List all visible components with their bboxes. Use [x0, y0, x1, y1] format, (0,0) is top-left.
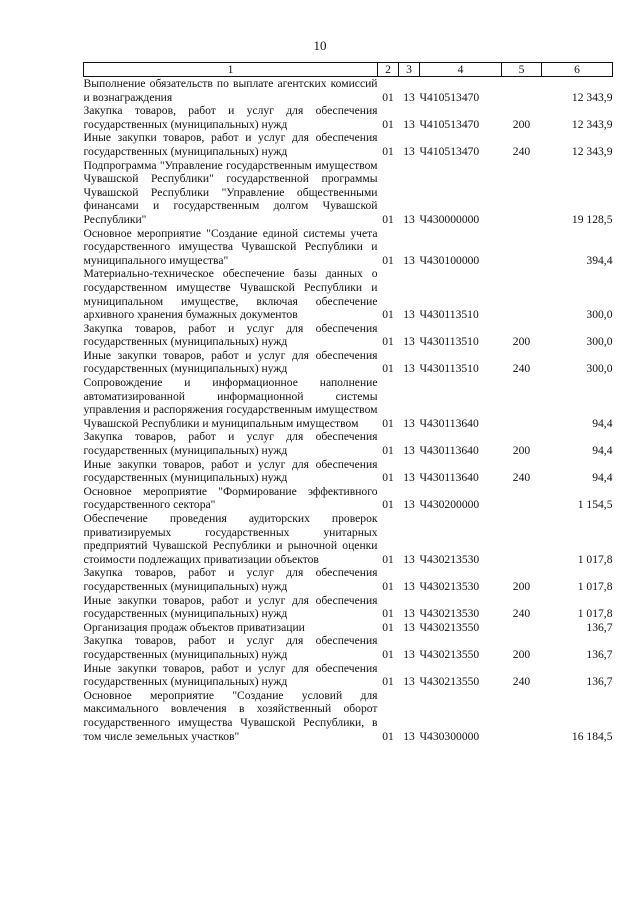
row-name: Закупка товаров, работ и услуг для обеспечения государственных (муниципальных) нужд: [83, 566, 378, 593]
row-expense-type: 240: [512, 144, 531, 158]
row-target-article: Ч430213550: [419, 620, 480, 634]
column-header-1: 1: [84, 63, 378, 77]
row-amount: 136,7: [586, 620, 613, 634]
row-target-article: Ч430213530: [419, 607, 480, 621]
row-name: Организация продаж объектов приватизации: [83, 620, 305, 634]
table-row: [84, 349, 613, 376]
row-expense-type: [502, 227, 542, 268]
table-row: [84, 159, 613, 227]
table-row: [84, 512, 613, 566]
row-section: 01: [382, 253, 394, 267]
row-expense-type: [502, 376, 542, 430]
row-amount: 300,0: [586, 308, 613, 322]
row-target-article: Ч410513470: [419, 144, 480, 158]
row-name: Закупка товаров, работ и услуг для обеспечения государственных (муниципальных) нужд: [83, 634, 378, 661]
row-target-article: Ч430100000: [419, 253, 480, 267]
row-section: 01: [382, 444, 394, 458]
row-amount: 136,7: [586, 675, 613, 689]
row-amount: 300,0: [586, 335, 613, 349]
row-section: 01: [382, 144, 394, 158]
row-target-article: Ч430200000: [419, 498, 480, 512]
row-expense-type: 240: [512, 675, 531, 689]
row-section: 01: [382, 212, 394, 226]
row-amount: 394,4: [586, 253, 613, 267]
row-section: 01: [382, 647, 394, 661]
row-subsection: 13: [403, 308, 415, 322]
table-row: [84, 227, 613, 268]
row-expense-type: 200: [512, 444, 531, 458]
row-name: Иные закупки товаров, работ и услуг для обеспечения государственных (муниципальных) нужд: [83, 593, 378, 621]
row-subsection: 13: [403, 620, 415, 634]
row-section: 01: [382, 90, 394, 104]
row-name: Закупка товаров, работ и услуг для обеспечения государственных (муниципальных) нужд: [83, 321, 378, 349]
row-section: 01: [382, 552, 394, 566]
page-number: 10: [313, 38, 327, 53]
table-row: [84, 485, 613, 512]
row-name: Закупка товаров, работ и услуг для обеспечения государственных (муниципальных) нужд: [83, 104, 378, 131]
column-header-5: 5: [502, 63, 542, 77]
row-subsection: 13: [403, 253, 415, 267]
row-expense-type: [502, 485, 542, 512]
row-target-article: Ч430000000: [419, 212, 480, 226]
row-subsection: 13: [403, 335, 415, 349]
table-row: [84, 77, 613, 105]
row-name: Иные закупки товаров, работ и услуг для обеспечения государственных (муниципальных) нужд: [83, 348, 378, 376]
table-row: [84, 104, 613, 131]
row-subsection: 13: [403, 362, 415, 376]
row-amount: 300,0: [586, 362, 613, 376]
row-expense-type: 200: [512, 579, 531, 593]
row-section: 01: [382, 607, 394, 621]
table-row: [84, 458, 613, 485]
row-subsection: 13: [403, 675, 415, 689]
row-amount: 1 154,5: [577, 498, 613, 512]
row-section: 01: [382, 675, 394, 689]
column-header-6: 6: [542, 63, 613, 77]
row-name: Основное мероприятие "Создание единой системы учета государственного имущества Чувашской Республики и муниципального имущества": [83, 226, 378, 267]
table-row: [84, 621, 613, 635]
row-expense-type: [502, 689, 542, 743]
row-section: 01: [382, 117, 394, 131]
row-expense-type: 240: [512, 607, 531, 621]
row-subsection: 13: [403, 90, 415, 104]
table-row: [84, 322, 613, 349]
row-target-article: Ч430113640: [419, 471, 479, 485]
row-target-article: Ч430113640: [419, 416, 479, 430]
row-expense-type: 240: [512, 471, 531, 485]
row-amount: 12 343,9: [571, 117, 613, 131]
row-amount: 12 343,9: [571, 90, 613, 104]
row-target-article: Ч410513470: [419, 117, 480, 131]
row-amount: 19 128,5: [571, 212, 613, 226]
column-header-3: 3: [399, 63, 420, 77]
row-target-article: Ч430113510: [419, 335, 479, 349]
column-header-4: 4: [420, 63, 502, 77]
row-expense-type: [502, 512, 542, 566]
row-expense-type: 200: [512, 647, 531, 661]
row-section: 01: [382, 620, 394, 634]
row-subsection: 13: [403, 647, 415, 661]
row-subsection: 13: [403, 444, 415, 458]
row-subsection: 13: [403, 416, 415, 430]
row-target-article: Ч430113510: [419, 362, 479, 376]
table-body: [84, 77, 613, 744]
row-amount: 94,4: [592, 416, 613, 430]
row-amount: 1 017,8: [577, 552, 613, 566]
table-row: [84, 689, 613, 743]
row-amount: 16 184,5: [571, 729, 613, 743]
row-subsection: 13: [403, 117, 415, 131]
row-target-article: Ч430213550: [419, 647, 480, 661]
row-name: Иные закупки товаров, работ и услуг для обеспечения государственных (муниципальных) нужд: [83, 457, 378, 485]
row-target-article: Ч430213550: [419, 675, 480, 689]
row-target-article: Ч430213530: [419, 579, 480, 593]
table-row: [84, 376, 613, 430]
row-name: Материально-техническое обеспечение базы данных о государственном имуществе Чувашской Республики и муниципальном имуществе, включая обеспечение архивного хранения бумажных документов: [83, 267, 378, 322]
budget-table: [83, 62, 613, 743]
row-subsection: 13: [403, 212, 415, 226]
row-section: 01: [382, 362, 394, 376]
row-amount: 136,7: [586, 647, 613, 661]
header-row: [84, 63, 613, 77]
table-row: [84, 662, 613, 689]
row-expense-type: [502, 267, 542, 321]
table-row: [84, 634, 613, 661]
row-name: Обеспечение проведения аудиторских проверок приватизируемых государственных унитарных предприятий Чувашской Республики и рыночной оценки стоимости подлежащих приватизации объектов: [83, 512, 378, 566]
row-section: 01: [382, 308, 394, 322]
row-amount: 94,4: [592, 471, 613, 485]
row-name: Основное мероприятие "Создание условий для максимального вовлечения в хозяйственный оборот государственного имущества Чувашской Республики, в том числе земельных участков": [83, 688, 378, 743]
row-subsection: 13: [403, 552, 415, 566]
row-subsection: 13: [403, 498, 415, 512]
table-row: [84, 566, 613, 593]
row-expense-type: [502, 77, 542, 105]
row-target-article: Ч410513470: [419, 90, 480, 104]
row-name: Иные закупки товаров, работ и услуг для обеспечения государственных (муниципальных) нужд: [83, 661, 378, 689]
row-section: 01: [382, 471, 394, 485]
table-row: [84, 131, 613, 158]
row-amount: 12 343,9: [571, 144, 613, 158]
row-target-article: Ч430300000: [419, 729, 480, 743]
row-expense-type: [502, 621, 542, 635]
row-name: Выполнение обязательств по выплате агентских комиссий и вознаграждения: [83, 77, 378, 104]
row-amount: 94,4: [592, 444, 613, 458]
row-subsection: 13: [403, 729, 415, 743]
row-name: Иные закупки товаров, работ и услуг для обеспечения государственных (муниципальных) нужд: [83, 131, 378, 158]
row-subsection: 13: [403, 471, 415, 485]
row-expense-type: 240: [512, 362, 531, 376]
row-target-article: Ч430213530: [419, 552, 480, 566]
column-header-2: 2: [378, 63, 399, 77]
row-name: Сопровождение и информационное наполнение автоматизированной информационной системы управления и распоряжения государственным имуществом Чувашской Республики и муниципальным имуществом: [83, 376, 378, 430]
table-row: [84, 430, 613, 457]
row-expense-type: [502, 159, 542, 227]
row-target-article: Ч430113640: [419, 444, 479, 458]
row-section: 01: [382, 579, 394, 593]
row-section: 01: [382, 498, 394, 512]
table-row: [84, 594, 613, 621]
row-amount: 1 017,8: [577, 579, 613, 593]
row-section: 01: [382, 416, 394, 430]
row-subsection: 13: [403, 579, 415, 593]
row-subsection: 13: [403, 607, 415, 621]
row-name: Основное мероприятие "Формирование эффективного государственного сектора": [83, 484, 378, 512]
row-amount: 1 017,8: [577, 607, 613, 621]
row-section: 01: [382, 729, 394, 743]
row-name: Подпрограмма "Управление государственным имуществом Чувашской Республики" государственной программы Чувашской Республики "Управление общественными финансами и государственным долгом Чувашской Республики": [83, 158, 378, 226]
row-expense-type: 200: [512, 335, 531, 349]
row-target-article: Ч430113510: [419, 308, 479, 322]
row-name: Закупка товаров, работ и услуг для обеспечения государственных (муниципальных) нужд: [83, 430, 378, 458]
row-subsection: 13: [403, 144, 415, 158]
table-header: [84, 63, 613, 77]
row-section: 01: [382, 335, 394, 349]
table-row: [84, 267, 613, 321]
row-expense-type: 200: [512, 117, 531, 131]
